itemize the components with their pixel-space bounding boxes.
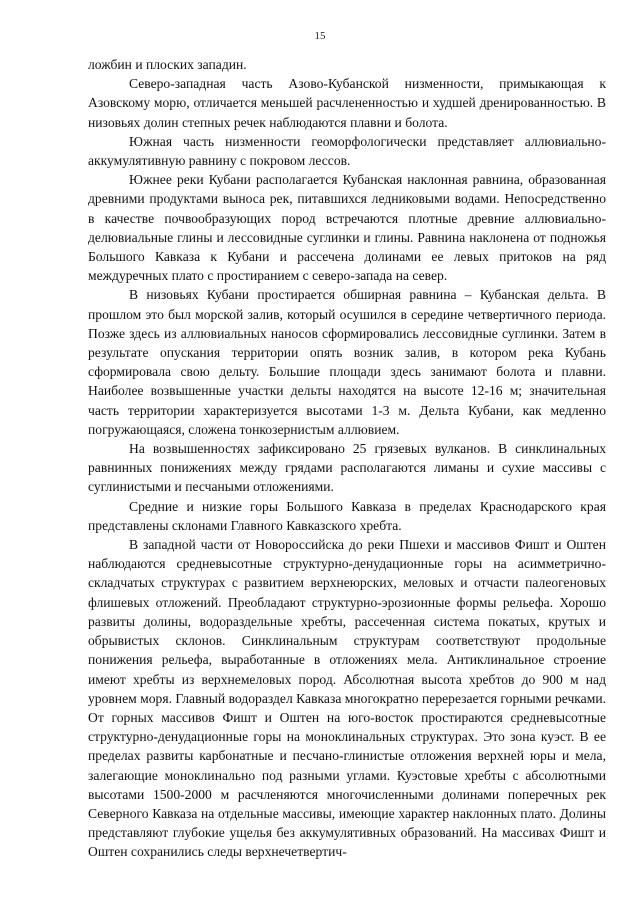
paragraph-azov-kuban-northwest: Северо-западная часть Азово-Кубанской низменности, примыкающая к Азовскому морю, отличается меньшей расчлененностью и худшей дренированностью. В низовьях долин степных речек наблюдаются плавни и болота. xyxy=(88,76,606,130)
paragraph-western-part: В западной части от Новороссийска до реки Пшехи и массивов Фишт и Оштен наблюдаются средневысотные структурно-денудационные горы на асимметрично-складчатых структурах с развитием верхнеюрских, меловых и отчасти палеогеновых флишевых отложений. Преобладают структурно-эрозионные формы рельефа. Хорошо развиты долины, водораздельные хребты, рассеченная система покатых, крутых и обрывистых склонов. Синклинальным структурам соответствуют продольные понижения рельефа, выработанные в отложениях мела. Антиклинальное строение имеют хребты из верхнемеловых пород. Абсолютная высота хребтов до 900 м над уровнем моря. Главный водораздел Кавказа многократно перерезается горными речками. От горных массивов Фишт и Оштен на юго-восток простираются средневысотные структурно-денудационные горы на моноклинальных структурах. Это зона куэст. В ее пределах развиты карбонатные и песчано-глинистые отложения верхней юры и мела, залегающие моноклинально под разными углами. Куэстовые хребты с абсолютными высотами 1500-2000 м расчленяются многочисленными долинами поперечных рек Северного Кавказа на отдельные массивы, имеющие характер наклонных плато. Долины представляют глубокие ущелья без аккумулятивных образований. На массивах Фишт и Оштен сохранились следы верхнечетвертич- xyxy=(88,537,606,860)
paragraph-caucasus-mountains: Средние и низкие горы Большого Кавказа в пределах Краснодарского края представлены склонами Главного Кавказского хребта. xyxy=(88,498,606,533)
paragraph-southern-lowland: Южная часть низменности геоморфологически представляет аллювиально-аккумулятивную равнину с покровом лессов. xyxy=(88,133,606,169)
paragraph-continuation: ложбин и плоских западин. xyxy=(88,57,247,72)
paragraph-kuban-delta: В низовьях Кубани простирается обширная равнина – Кубанская дельта. В прошлом это был морской залив, который осушился в середине четвертичного периода. Позже здесь из аллювиальных наносов сформировались лессовидные суглинки. Затем в результате опускания территории опять возник залив, в котором река Кубань сформировала свою дельту. Большие площади здесь занимают болота и плавни. Наиболее возвышенные участки дельты находятся на высоте 12-16 м; значительная часть территории характеризуется высотами 1-3 м. Дельта Кубани, как медленно погружающаяся, сложена тонкозернистым аллювием. xyxy=(88,287,606,437)
paragraph-mud-volcanoes: На возвышенностях зафиксировано 25 грязевых вулканов. В синклинальных равнинных понижениях между грядами располагаются лиманы и сухие массивы с суглинистыми и песчаными отложениями. xyxy=(88,441,606,495)
paragraph-kuban-inclined-plain: Южнее реки Кубани располагается Кубанская наклонная равнина, образованная древними продуктами выноса рек, питавшихся ледниковыми водами. Непосредственно в качестве почвообразующих пород встречаются плотные древние аллювиально-делювиальные глины и лессовидные суглинки и глины. Равнина наклонена от подножья Большого Кавказа к Кубани и рассечена долинами ее левых притоков на ряд междуречных плато с простиранием с северо-запада на север. xyxy=(88,172,606,284)
body-text xyxy=(88,55,606,862)
page-number: 15 xyxy=(314,30,326,42)
